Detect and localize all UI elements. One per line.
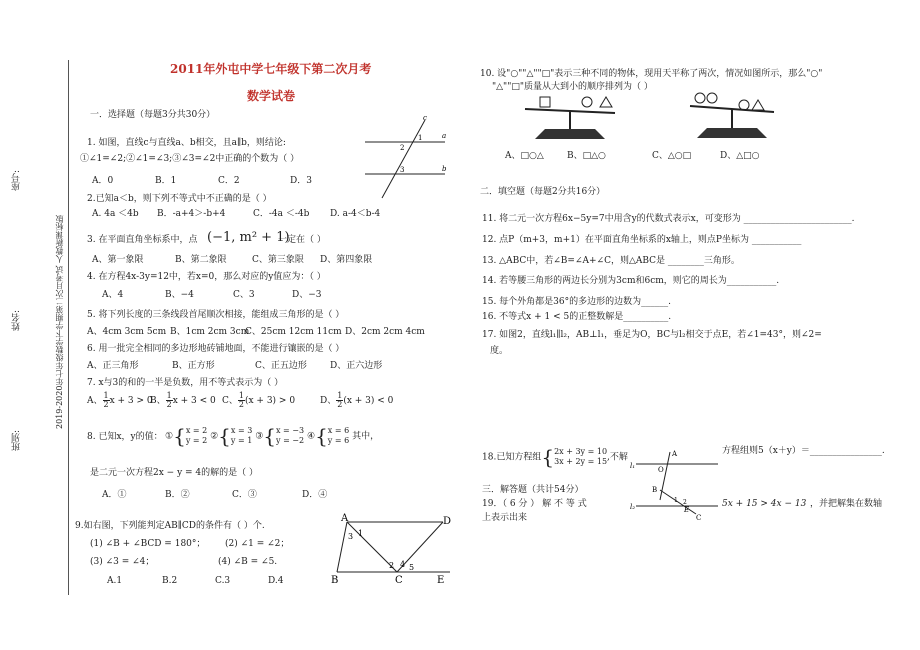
q9-cond-1: (1) ∠B + ∠BCD = 180°； <box>90 539 206 549</box>
q7-option-b <box>150 390 216 412</box>
q7-frac-c: $\frac{1}{2}$ <box>238 391 244 409</box>
q1-label-b: b <box>442 165 447 173</box>
q10-balance-2 <box>682 92 782 144</box>
q10-text2: "△""□"质量从大到小的顺序排列为（ ） <box>492 82 653 92</box>
q5-option-a: A、4cm 3cm 5cm <box>87 327 167 337</box>
q17-label-2: 2 <box>683 499 687 506</box>
q8-system-4: x = 6 y = 6 <box>327 426 350 445</box>
q3-text-b: 一定在（ ） <box>278 235 326 245</box>
q17-label-l1: l₁ <box>630 462 636 470</box>
q9-option-d: D.4 <box>268 576 284 586</box>
q9-figure <box>325 512 455 588</box>
q9-cond-3: (3) ∠3 = ∠4； <box>90 557 155 567</box>
q12-text: 12. 点P（m+3，m+1）在平面直角坐标系的x轴上，则点P坐标为 ___________ <box>482 235 802 245</box>
q10-text: 10. 设"○""△""□"表示三种不同的物体，现用天平称了两次，情况如图所示，那么"○" <box>480 69 823 79</box>
q19-text-b: ，并把解集在数轴 <box>810 499 883 509</box>
q18-system: 2x + 3y = 10 3x + 2y = 15 <box>554 447 608 466</box>
q1-label-a: a <box>442 132 447 140</box>
q8-text-a: 8. 已知x，y的值： <box>87 432 163 442</box>
q9-label-C: C <box>395 575 403 586</box>
q7-label-c: C、 <box>222 396 238 406</box>
section2-heading: 二．填空题（每题2分共16分） <box>480 187 606 197</box>
class-label: 班别: <box>12 430 22 452</box>
q9-cond-2: (2) ∠1 = ∠2； <box>225 539 290 549</box>
q2-option-b: B．-a+4＞-b+4 <box>157 209 226 219</box>
q3-option-d: D、第四象限 <box>320 255 373 265</box>
q7-frac-d: $\frac{1}{2}$ <box>337 391 343 409</box>
q17-text: 17. 如图2，直线l₁∥l₂，AB⊥l₁，垂足为O，BC与l₂相交于点E，若∠1=43°，则∠2= <box>482 330 822 340</box>
q7-text: 7. x与3的和的一半是负数，用不等式表示为（ ） <box>87 378 284 388</box>
q7-tail-b: x + 3 < 0 <box>172 396 216 406</box>
q15-text: 15. 每个外角都是36°的多边形的边数为______. <box>482 297 671 307</box>
q3-option-c: C、第三象限 <box>252 255 304 265</box>
binding-line <box>68 60 69 595</box>
q3-option-a: A、第一象限 <box>92 255 144 265</box>
q10-option-d: D、△□○ <box>720 151 760 161</box>
page-subtitle: 数学试卷 <box>247 89 296 103</box>
q2-option-c: C．-4a ＜-4b <box>253 209 310 219</box>
q6-option-a: A、正三角形 <box>87 361 139 371</box>
page-title: 2011年外屯中学七年级下第二次月考 <box>170 62 372 76</box>
q17-label-A: A <box>672 450 678 458</box>
q1-label-2: 2 <box>400 144 405 152</box>
q7-option-a <box>87 390 153 412</box>
q1-label-c: c <box>423 114 427 122</box>
q1-option-d: D．3 <box>290 176 312 186</box>
q2-option-a: A. 4a ＜4b <box>92 209 139 219</box>
q17-label-1: 1 <box>674 497 678 504</box>
q18-text-b: ,不解 <box>607 452 628 463</box>
q6-option-b: B、正方形 <box>172 361 215 371</box>
q4-option-c: C、3 <box>233 290 255 300</box>
q19-text-c: 上表示出来 <box>482 513 528 523</box>
q9-label-5: 5 <box>409 563 415 572</box>
q8-mark-1: ① <box>165 431 174 442</box>
q8-mark-3: ③ <box>255 431 264 442</box>
section3-heading: 三．解答题（共计54分） <box>482 485 584 495</box>
q9-option-b: B.2 <box>162 576 178 586</box>
q3-text-a: 3. 在平面直角坐标系中，点 <box>87 235 198 245</box>
q9-label-B: B <box>331 575 339 586</box>
q7-option-d <box>320 390 393 412</box>
q9-option-c: C.3 <box>215 576 231 586</box>
q3-point: (−1, m² + 1) <box>207 230 290 245</box>
section1-heading: 一．选择题（每题3分共30分） <box>90 110 216 120</box>
q17-label-B: B <box>652 486 658 494</box>
q5-text: 5. 将下列长度的三条线段首尾顺次相接，能组成三角形的是（ ） <box>87 310 345 320</box>
q16-text: 16. 不等式x + 1 < 5的正整数解是__________. <box>482 312 672 322</box>
q1-label-1: 1 <box>418 134 423 142</box>
name-label: 姓名: <box>12 310 22 332</box>
q7-frac-a: $\frac{1}{2}$ <box>103 391 109 409</box>
q7-label-d: D、 <box>320 396 337 406</box>
q10-option-b: B、□△○ <box>567 151 606 161</box>
q8-systems: ①{x = 2 y = 2 ②{x = 3 y = 1 ③{x = −3 y = −2 ④{x = 6 y = 6 其中， <box>165 424 380 448</box>
q8-system-1: x = 2 y = 2 <box>185 426 208 445</box>
q1-option-c: C．2 <box>218 176 240 186</box>
q7-option-c <box>222 390 295 412</box>
q1-label-3: 3 <box>400 166 405 174</box>
q13-text: 13. △ABC中，若∠B=∠A+∠C，则△ABC是 ________三角形。 <box>482 256 740 266</box>
q8-mark-2: ② <box>210 431 219 442</box>
q5-option-c: C、25cm 12cm 11cm <box>245 327 342 337</box>
q18-text: 18.已知方程组{2x + 3y = 10 3x + 2y = 15,不解 <box>482 445 628 469</box>
seat-label: 座号: <box>12 170 22 192</box>
q2-option-d: D. a-4＜b-4 <box>330 209 381 219</box>
q9-text: 9.如右图，下列能判定AB∥CD的条件有（ ）个. <box>75 521 265 531</box>
q8-option-a: A．① <box>102 490 127 500</box>
q9-label-3: 3 <box>348 532 354 541</box>
q1-option-a: A．0 <box>92 176 114 186</box>
q8-text-b: 其中， <box>352 431 380 442</box>
q7-tail-c: (x + 3) > 0 <box>244 396 296 406</box>
q1-text: 1. 如图，直线c与直线a、b相交，且a∥b，则结论: <box>87 138 286 148</box>
q7-frac-b: $\frac{1}{2}$ <box>166 391 172 409</box>
q9-label-D: D <box>443 516 452 527</box>
q3-option-b: B、第二象限 <box>175 255 227 265</box>
q17-label-C: C <box>696 514 702 522</box>
q9-label-A: A <box>341 513 349 524</box>
q17-figure <box>628 450 720 522</box>
q7-tail-d: (x + 3) < 0 <box>343 396 394 406</box>
school-note: 2019-2020年七年级数学下学期第二次月考试 人教新课标版 <box>55 215 64 429</box>
q4-option-b: B、−4 <box>165 290 194 300</box>
q8-text-c: 是二元一次方程2x − y = 4的解的是（ ） <box>90 468 258 478</box>
q8-system-2: x = 3 y = 1 <box>230 426 253 445</box>
q1-text2: ①∠1=∠2;②∠1=∠3;③∠3=∠2中正确的个数为（ ） <box>80 154 300 164</box>
q8-system-3: x = −3 y = −2 <box>276 426 305 445</box>
q18-text-c: 方程组则5（x＋y）＝________________. <box>722 446 885 456</box>
q6-option-c: C、正五边形 <box>255 361 307 371</box>
q9-option-a: A.1 <box>107 576 123 586</box>
q10-balance-1 <box>515 95 620 145</box>
q1-option-b: B．1 <box>155 176 177 186</box>
q17-text2: 度。 <box>490 346 509 356</box>
q8-option-d: D．④ <box>302 490 328 500</box>
q19-text-a: 19．（ 6 分 ） 解 不 等 式 <box>482 499 587 509</box>
q1-figure <box>360 112 450 202</box>
q9-cond-4: (4) ∠B = ∠5. <box>218 557 278 567</box>
q2-text: 2.已知a＜b，则下列不等式中不正确的是（ ） <box>87 194 272 204</box>
q17-label-E: E <box>684 506 690 514</box>
q7-label-b: B、 <box>150 396 166 406</box>
q11-text: 11. 将二元一次方程6x−5y=7中用含y的代数式表示x，可变形为 ________________________. <box>482 214 855 224</box>
q9-label-1: 1 <box>358 529 364 538</box>
q8-option-c: C．③ <box>232 490 257 500</box>
q17-label-l2: l₂ <box>630 503 636 511</box>
q8-option-b: B．② <box>165 490 190 500</box>
q4-text: 4. 在方程4x-3y=12中，若x=0，那么对应的y值应为：（ ） <box>87 272 326 282</box>
q19-inequality: 5x + 15 > 4x − 13 <box>722 499 807 509</box>
q4-option-a: A、4 <box>102 290 124 300</box>
q7-label-a: A、 <box>87 396 103 406</box>
q14-text: 14. 若等腰三角形的两边长分别为3cm和6cm，则它的周长为___________. <box>482 276 780 286</box>
q5-option-d: D、2cm 2cm 4cm <box>345 327 425 337</box>
q8-mark-4: ④ <box>306 431 316 442</box>
q5-option-b: B、1cm 2cm 3cm <box>170 327 250 337</box>
q10-option-a: A、□○△ <box>505 151 544 161</box>
q9-label-E: E <box>437 575 445 586</box>
q6-text: 6. 用一批完全相同的多边形地砖铺地面，不能进行镶嵌的是（ ） <box>87 344 345 354</box>
q10-option-c: C、△○□ <box>652 151 692 161</box>
q9-label-2: 2 <box>389 561 395 570</box>
q7-tail-a: x + 3 > 0 <box>109 396 153 406</box>
q18-text-a: 18.已知方程组 <box>482 452 542 463</box>
q9-label-4: 4 <box>400 560 406 569</box>
q17-label-O: O <box>658 466 664 474</box>
q4-option-d: D、−3 <box>292 290 322 300</box>
q6-option-d: D、正六边形 <box>330 361 383 371</box>
